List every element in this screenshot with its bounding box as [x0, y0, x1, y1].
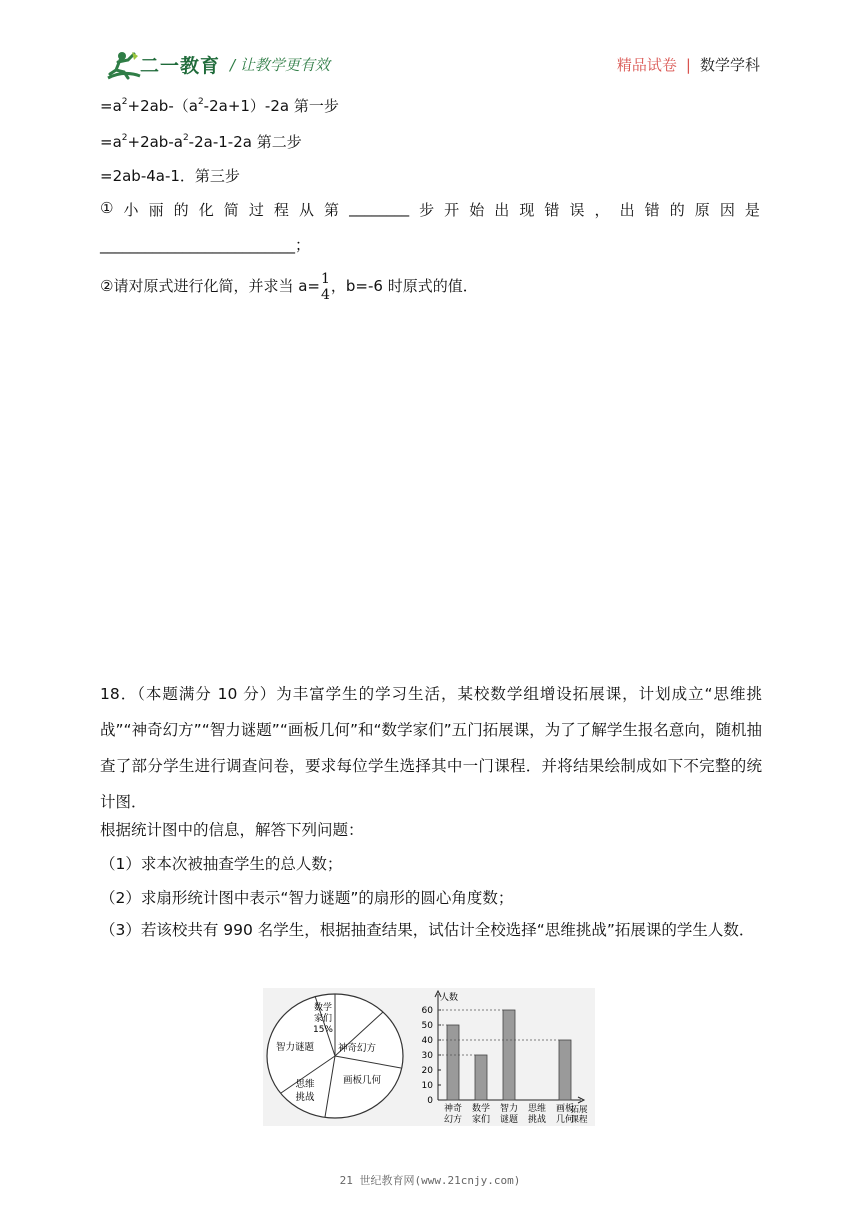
q17-part1-char: 第: [324, 201, 340, 219]
y-axis-label: 人数: [440, 993, 459, 1003]
x-tick-label: 数学: [471, 1104, 491, 1114]
y-tick-label: 50: [421, 1021, 433, 1031]
q18-question-2: （2）求扇形统计图中表示“智力谜题”的扇形的圆心角度数；: [100, 889, 514, 907]
x-tick-label: 挑战: [527, 1115, 547, 1125]
q17-part1-char: 的: [173, 201, 189, 219]
solution-step-2: [100, 132, 302, 152]
exponent: 2: [121, 97, 128, 107]
exponent: 2: [121, 133, 128, 143]
brand-slogan: / 让教学更有效: [230, 56, 330, 74]
x-tick-label: 家们: [471, 1115, 491, 1125]
y-tick-label: 60: [421, 1006, 433, 1016]
exponent: 2: [197, 97, 204, 107]
quality-label: 精品试卷: [616, 56, 677, 74]
exponent: 2: [182, 133, 189, 143]
q17-part1-char: ，: [594, 201, 610, 219]
x-tick-label: 智力: [499, 1104, 519, 1114]
solution-step-3: =2ab-4a-1．第三步: [100, 167, 240, 185]
q18-intro: 18．（本题满分 10 分）为丰富学生的学习生活，某校数学组增设拓展课，计划成立“思维挑战”“神奇幻方”“智力谜题”“画板几何”和“数学家们”五门拓展课，为了了解学生报名意向，随机抽查了部分学生进行调查问卷，要求每位学生选择其中一门课程．并将结果绘制成如下不完整的统计图．: [100, 685, 762, 811]
pie-label-math-2: 家们: [313, 1014, 333, 1024]
q17-part1-char: 原: [694, 201, 710, 219]
q17-part1-char: 错: [544, 201, 560, 219]
fraction: [321, 271, 330, 303]
bar: [447, 1025, 459, 1100]
step2-part-c: -2a-1-2a 第二步: [188, 133, 302, 151]
y-tick-label: 10: [421, 1081, 433, 1091]
bar-chart: [422, 991, 588, 1125]
q18-question-3: （3）若该校共有 990 名学生，根据抽查结果，试估计全校选择“思维挑战”拓展课的学生人数．: [100, 921, 755, 939]
solution-step-1: [100, 96, 339, 116]
q17-part1-char: ①: [100, 199, 114, 217]
q17-part1-char: ________: [349, 199, 410, 217]
x-tick-label: 思维: [527, 1104, 547, 1114]
page-header: [0, 0, 860, 90]
q17-part1-char: 步: [419, 201, 435, 219]
q18-lead: 根据统计图中的信息，解答下列问题：: [100, 821, 364, 839]
q17-part1-char: 开: [444, 201, 460, 219]
q17-part1-char: 误: [569, 201, 585, 219]
q17-part1-char: 从: [298, 201, 314, 219]
q17-part1-char: 出: [494, 201, 510, 219]
y-tick-label: 20: [421, 1066, 433, 1076]
x-tick-label: 画板: [555, 1104, 575, 1114]
q17-part1-char: 化: [198, 201, 214, 219]
y-tick-label: 0: [427, 1096, 433, 1106]
header-tags: [617, 54, 760, 75]
step1-part-b: +2ab-（a: [127, 97, 198, 115]
q17-part1-char: 的: [669, 201, 685, 219]
statistics-figure: [263, 988, 595, 1126]
pie-label-thinking-2: 挑战: [295, 1092, 315, 1103]
brand-name: 二一教育: [140, 55, 221, 77]
q17-part2-suffix: ，b=-6 时原式的值．: [330, 277, 478, 295]
step2-part-a: =a: [100, 133, 122, 151]
q17-part2-prefix: ②请对原式进行化简，并求当 a=: [100, 277, 320, 295]
q17-part1-char: 是: [744, 201, 760, 219]
q17-part1-char: 程: [273, 201, 289, 219]
q17-part1: [100, 199, 760, 220]
pie-chart: [267, 994, 403, 1118]
pie-label-math-1: 数学: [313, 1003, 333, 1013]
x-axis-label-2: 课程: [570, 1115, 588, 1125]
x-tick-label: 幻方: [443, 1115, 463, 1125]
x-tick-label: 谜题: [499, 1115, 519, 1125]
fraction-numerator: 1: [320, 270, 330, 287]
q17-part2: [100, 268, 478, 304]
q17-part1-char: 简: [223, 201, 239, 219]
pie-label-math-pct: 15%: [312, 1025, 334, 1035]
q17-part1-char: 因: [719, 201, 735, 219]
header-separator: |: [685, 56, 691, 74]
q18-question-1: （1）求本次被抽查学生的总人数；: [100, 855, 343, 873]
x-tick-label: 神奇: [443, 1104, 463, 1114]
pie-label-geometry: 画板几何: [342, 1075, 382, 1086]
x-axis-label-1: 拓展: [570, 1105, 588, 1115]
y-tick-label: 30: [421, 1051, 433, 1061]
bar: [559, 1040, 571, 1100]
pie-label-thinking-1: 思维: [295, 1079, 315, 1090]
pie-label-puzzle: 智力谜题: [275, 1042, 315, 1053]
bar: [503, 1010, 515, 1100]
bar: [475, 1055, 487, 1100]
step1-part-a: =a: [100, 97, 122, 115]
pie-label-magic: 神奇幻方: [337, 1043, 377, 1054]
q17-part1-char: 过: [248, 201, 264, 219]
fraction-denominator: 4: [320, 286, 330, 303]
q17-part1-char: 现: [519, 201, 535, 219]
q17-part1-char: 出: [619, 201, 635, 219]
y-tick-label: 40: [421, 1036, 433, 1046]
x-tick-label: 几何: [555, 1115, 575, 1125]
subject-label: 数学学科: [699, 56, 760, 74]
q17-part1-char: 始: [469, 201, 485, 219]
q17-part1-char: 错: [644, 201, 660, 219]
q17-part1-char: 丽: [148, 201, 164, 219]
step1-part-c: -2a+1）-2a 第一步: [203, 97, 339, 115]
statistics-figure-svg: [263, 988, 595, 1126]
q17-part1-char: 小: [123, 201, 139, 219]
step2-part-b: +2ab-a: [127, 133, 183, 151]
q17-part1-blank: __________________________；: [100, 236, 311, 254]
page-footer: 21 世纪教育网(www.21cnjy.com): [339, 1174, 521, 1187]
